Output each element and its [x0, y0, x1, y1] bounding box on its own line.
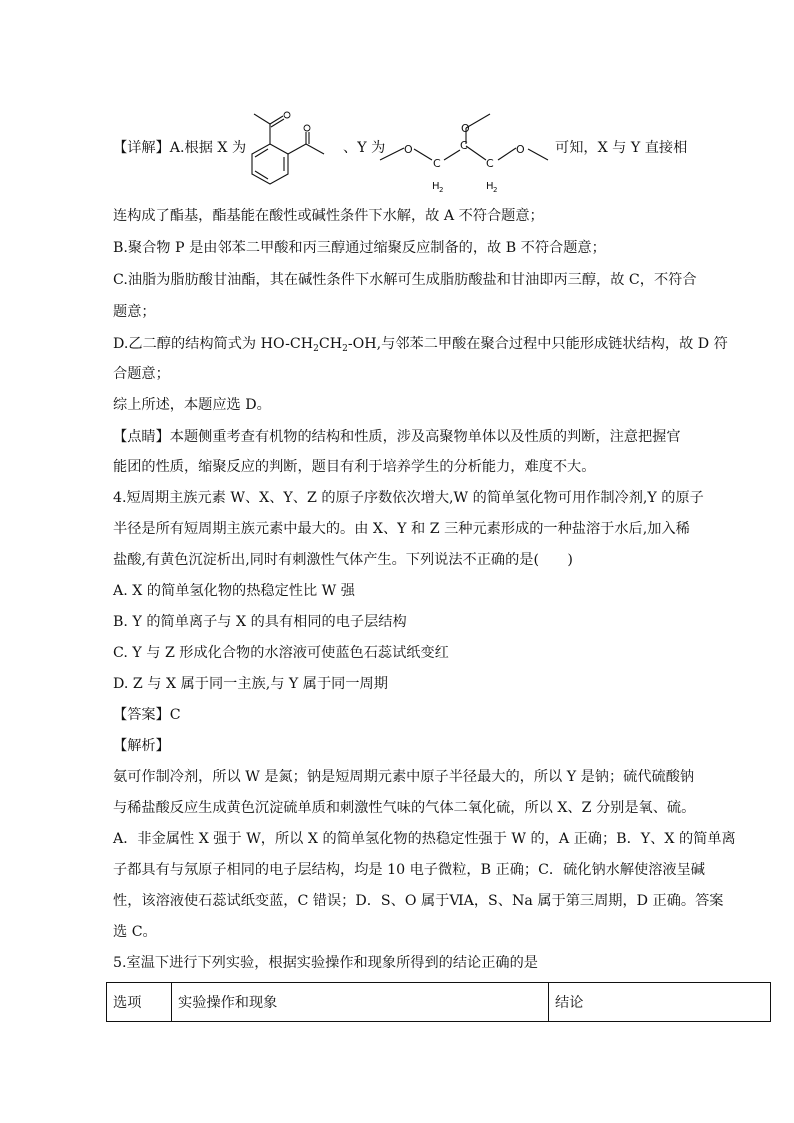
- q5-header-conclusion: 结论: [549, 983, 771, 1022]
- q4-option-d: D. Z 与 X 属于同一主族,与 Y 属于同一周期: [113, 676, 388, 692]
- y-ch-center: C: [460, 139, 468, 152]
- line6-sub-2: 2: [342, 344, 348, 354]
- q4-option-b: B. Y 的简单离子与 X 的具有相同的电子层结构: [113, 614, 407, 630]
- q4-stem-3: 盐酸,有黄色沉淀析出,同时有刺激性气体产生。下列说法不正确的是( ): [113, 552, 573, 568]
- y-ch2-right-c: C: [486, 157, 494, 170]
- q4-analysis-line-2: 与稀盐酸反应生成黄色沉淀硫单质和刺激性气味的气体二氧化硫，所以 X、Z 分别是氧、硫。: [113, 800, 696, 816]
- q5-header-operation: 实验操作和现象: [172, 983, 549, 1022]
- detail-tail: 可知，X 与 Y 直接相: [555, 140, 688, 156]
- detail-line-4: C.油脂为脂肪酸甘油酯，其在碱性条件下水解可生成脂肪酸盐和甘油即丙三醇，故 C，不符合: [113, 272, 697, 288]
- q4-analysis-line-6: 选 C。: [113, 924, 157, 940]
- detail-line-5: 题意；: [113, 304, 156, 320]
- line6-part-c: -OH,与邻苯二甲酸在聚合过程中只能形成链状结构，故 D 符: [347, 336, 728, 352]
- detail-line-2: 连构成了酯基，酯基能在酸性或碱性条件下水解，故 A 不符合题意；: [113, 208, 544, 224]
- detail-mid: 、Y 为: [343, 140, 386, 156]
- q4-analysis-line-4: 子都具有与氖原子相同的电子层结构，均是 10 电子微粒，B 正确；C．硫化钠水解使溶液呈碱: [113, 862, 705, 878]
- detail-line-3: B.聚合物 P 是由邻苯二甲酸和丙三醇通过缩聚反应制备的，故 B 不符合题意；: [113, 240, 606, 256]
- y-h2-right-sub: 2: [493, 186, 498, 194]
- q5-table: [106, 982, 771, 1022]
- y-oxygen-top: O: [461, 122, 470, 135]
- q5-stem: 5.室温下进行下列实验，根据实验操作和现象所得到的结论正确的是: [113, 955, 538, 971]
- q4-analysis-line-1: 氨可作制冷剂，所以 W 是氮；钠是短周期元素中原子半径最大的，所以 Y 是钠；硫代硫酸钠: [113, 769, 695, 785]
- q4-option-a: A. X 的简单氢化物的热稳定性比 W 强: [113, 583, 355, 599]
- y-oxygen-left: O: [404, 143, 413, 156]
- q5-header-option: 选项: [107, 983, 172, 1022]
- line6-sub-1: 2: [313, 344, 319, 354]
- y-h2-left-sub: 2: [439, 186, 444, 194]
- detail-lead: 【详解】A.根据 X 为: [113, 140, 247, 156]
- q4-answer: 【答案】C: [113, 707, 181, 723]
- line6-part-a: D.乙二醇的结构简式为 HO-CH: [113, 336, 314, 352]
- detail-line-6: [113, 334, 770, 359]
- q4-option-c: C. Y 与 Z 形成化合物的水溶液可使蓝色石蕊试纸变红: [113, 645, 449, 661]
- detail-line-7: 合题意；: [113, 366, 170, 382]
- q4-stem-1: 4.短周期主族元素 W、X、Y、Z 的原子序数依次增大,W 的简单氢化物可用作制冷剂,Y 的原子: [113, 490, 704, 506]
- q4-analysis-line-3: A．非金属性 X 强于 W，所以 X 的简单氢化物的热稳定性强于 W 的，A 正确；B．Y、X 的简单离: [113, 831, 736, 847]
- q4-analysis-title: 【解析】: [113, 738, 170, 754]
- line6-part-b: CH: [318, 336, 343, 352]
- y-ch2-left-c: C: [433, 157, 441, 170]
- structure-x-diagram: [240, 106, 340, 196]
- point-line-2: 能团的性质，缩聚反应的判断，题目有利于培养学生的分析能力，难度不大。: [113, 459, 596, 475]
- detail-line-8: 综上所述，本题应选 D。: [113, 397, 271, 413]
- y-h2-right: H: [486, 181, 494, 192]
- y-oxygen-right: O: [516, 143, 525, 156]
- q4-analysis-line-5: 性，该溶液使石蕊试纸变蓝，C 错误；D．S、O 属于ⅥA，S、Na 属于第三周期，D 正确。答案: [113, 893, 724, 909]
- structure-y-diagram: [376, 108, 556, 196]
- q4-stem-2: 半径是所有短周期主族元素中最大的。由 X、Y 和 Z 三种元素形成的一种盐溶于水后,加入稀: [113, 521, 690, 537]
- point-line-1: 【点睛】本题侧重考查有机物的结构和性质，涉及高聚物单体以及性质的判断，注意把握官: [113, 429, 681, 445]
- y-h2-left: H: [432, 181, 440, 192]
- q5-table-header-row: [107, 983, 771, 1022]
